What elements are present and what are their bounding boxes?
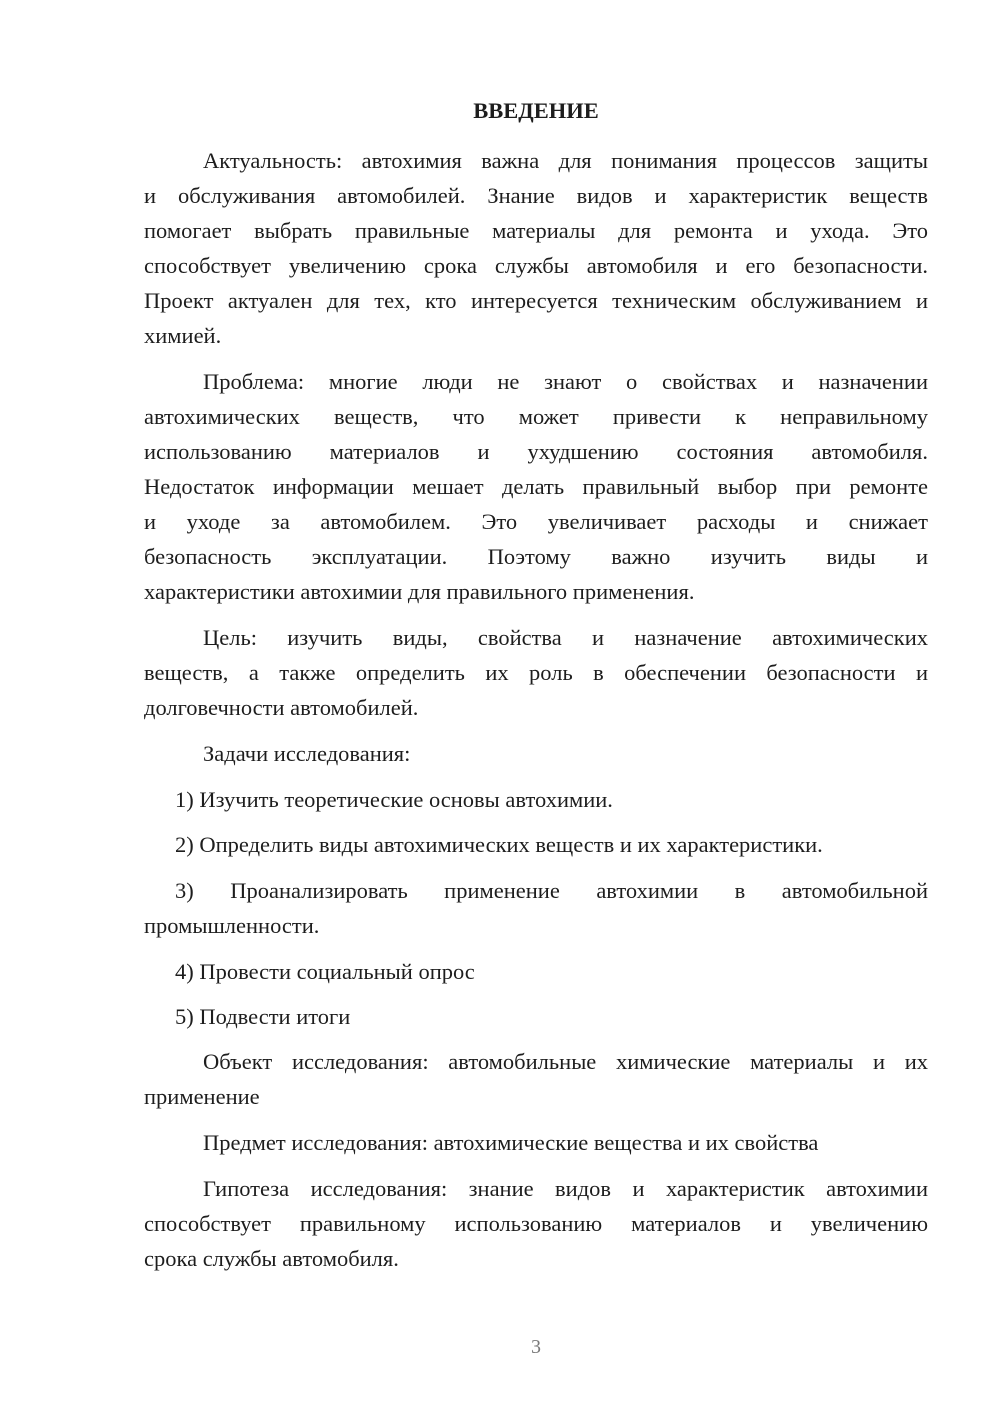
list-item: 2) Определить виды автохимических веществ и их характеристики. bbox=[175, 832, 823, 857]
list-item: 1) Изучить теоретические основы автохимии. bbox=[175, 787, 613, 812]
page-heading: ВВЕДЕНИЕ bbox=[473, 98, 599, 123]
list-item-continuation: промышленности. bbox=[144, 913, 320, 938]
text-line: помогает выбрать правильные материалы для ремонта и ухода. Это bbox=[144, 218, 928, 243]
text-line: веществ, а также определить их роль в обеспечении безопасности и bbox=[144, 660, 928, 685]
text-line: Предмет исследования: автохимические вещества и их свойства bbox=[203, 1130, 819, 1155]
text-line: автохимических веществ, что может привести к неправильному bbox=[144, 404, 928, 429]
text-line: Гипотеза исследования: знание видов и характеристик автохимии bbox=[203, 1176, 928, 1201]
text-line: долговечности автомобилей. bbox=[144, 695, 419, 720]
text-line: применение bbox=[144, 1084, 260, 1109]
text-line: способствует правильному использованию материалов и увеличению bbox=[144, 1211, 928, 1236]
text-line: Объект исследования: автомобильные химические материалы и их bbox=[203, 1049, 928, 1074]
page-number: 3 bbox=[531, 1336, 541, 1358]
text-line: и обслуживания автомобилей. Знание видов и характеристик веществ bbox=[144, 183, 928, 208]
text-line: способствует увеличению срока службы автомобиля и его безопасности. bbox=[144, 253, 928, 278]
text-line: и уходе за автомобилем. Это увеличивает расходы и снижает bbox=[144, 509, 928, 534]
text-line: химией. bbox=[144, 323, 222, 348]
text-line: безопасность эксплуатации. Поэтому важно изучить виды и bbox=[144, 544, 928, 569]
text-line: срока службы автомобиля. bbox=[144, 1246, 399, 1271]
list-item: 5) Подвести итоги bbox=[175, 1004, 351, 1029]
list-item: 4) Провести социальный опрос bbox=[175, 959, 475, 984]
tasks-title: Задачи исследования: bbox=[203, 741, 411, 766]
text-line: Актуальность: автохимия важна для понимания процессов защиты bbox=[203, 148, 928, 173]
text-line: характеристики автохимии для правильного применения. bbox=[144, 579, 695, 604]
list-item: 3) Проанализировать применение автохимии в автомобильной bbox=[175, 878, 928, 903]
text-line: Проект актуален для тех, кто интересуется техническим обслуживанием и bbox=[144, 288, 928, 313]
text-line: использованию материалов и ухудшению состояния автомобиля. bbox=[144, 439, 928, 464]
text-line: Проблема: многие люди не знают о свойствах и назначении bbox=[203, 369, 928, 394]
text-line: Недостаток информации мешает делать правильный выбор при ремонте bbox=[144, 474, 928, 499]
text-line: Цель: изучить виды, свойства и назначение автохимических bbox=[203, 625, 928, 650]
